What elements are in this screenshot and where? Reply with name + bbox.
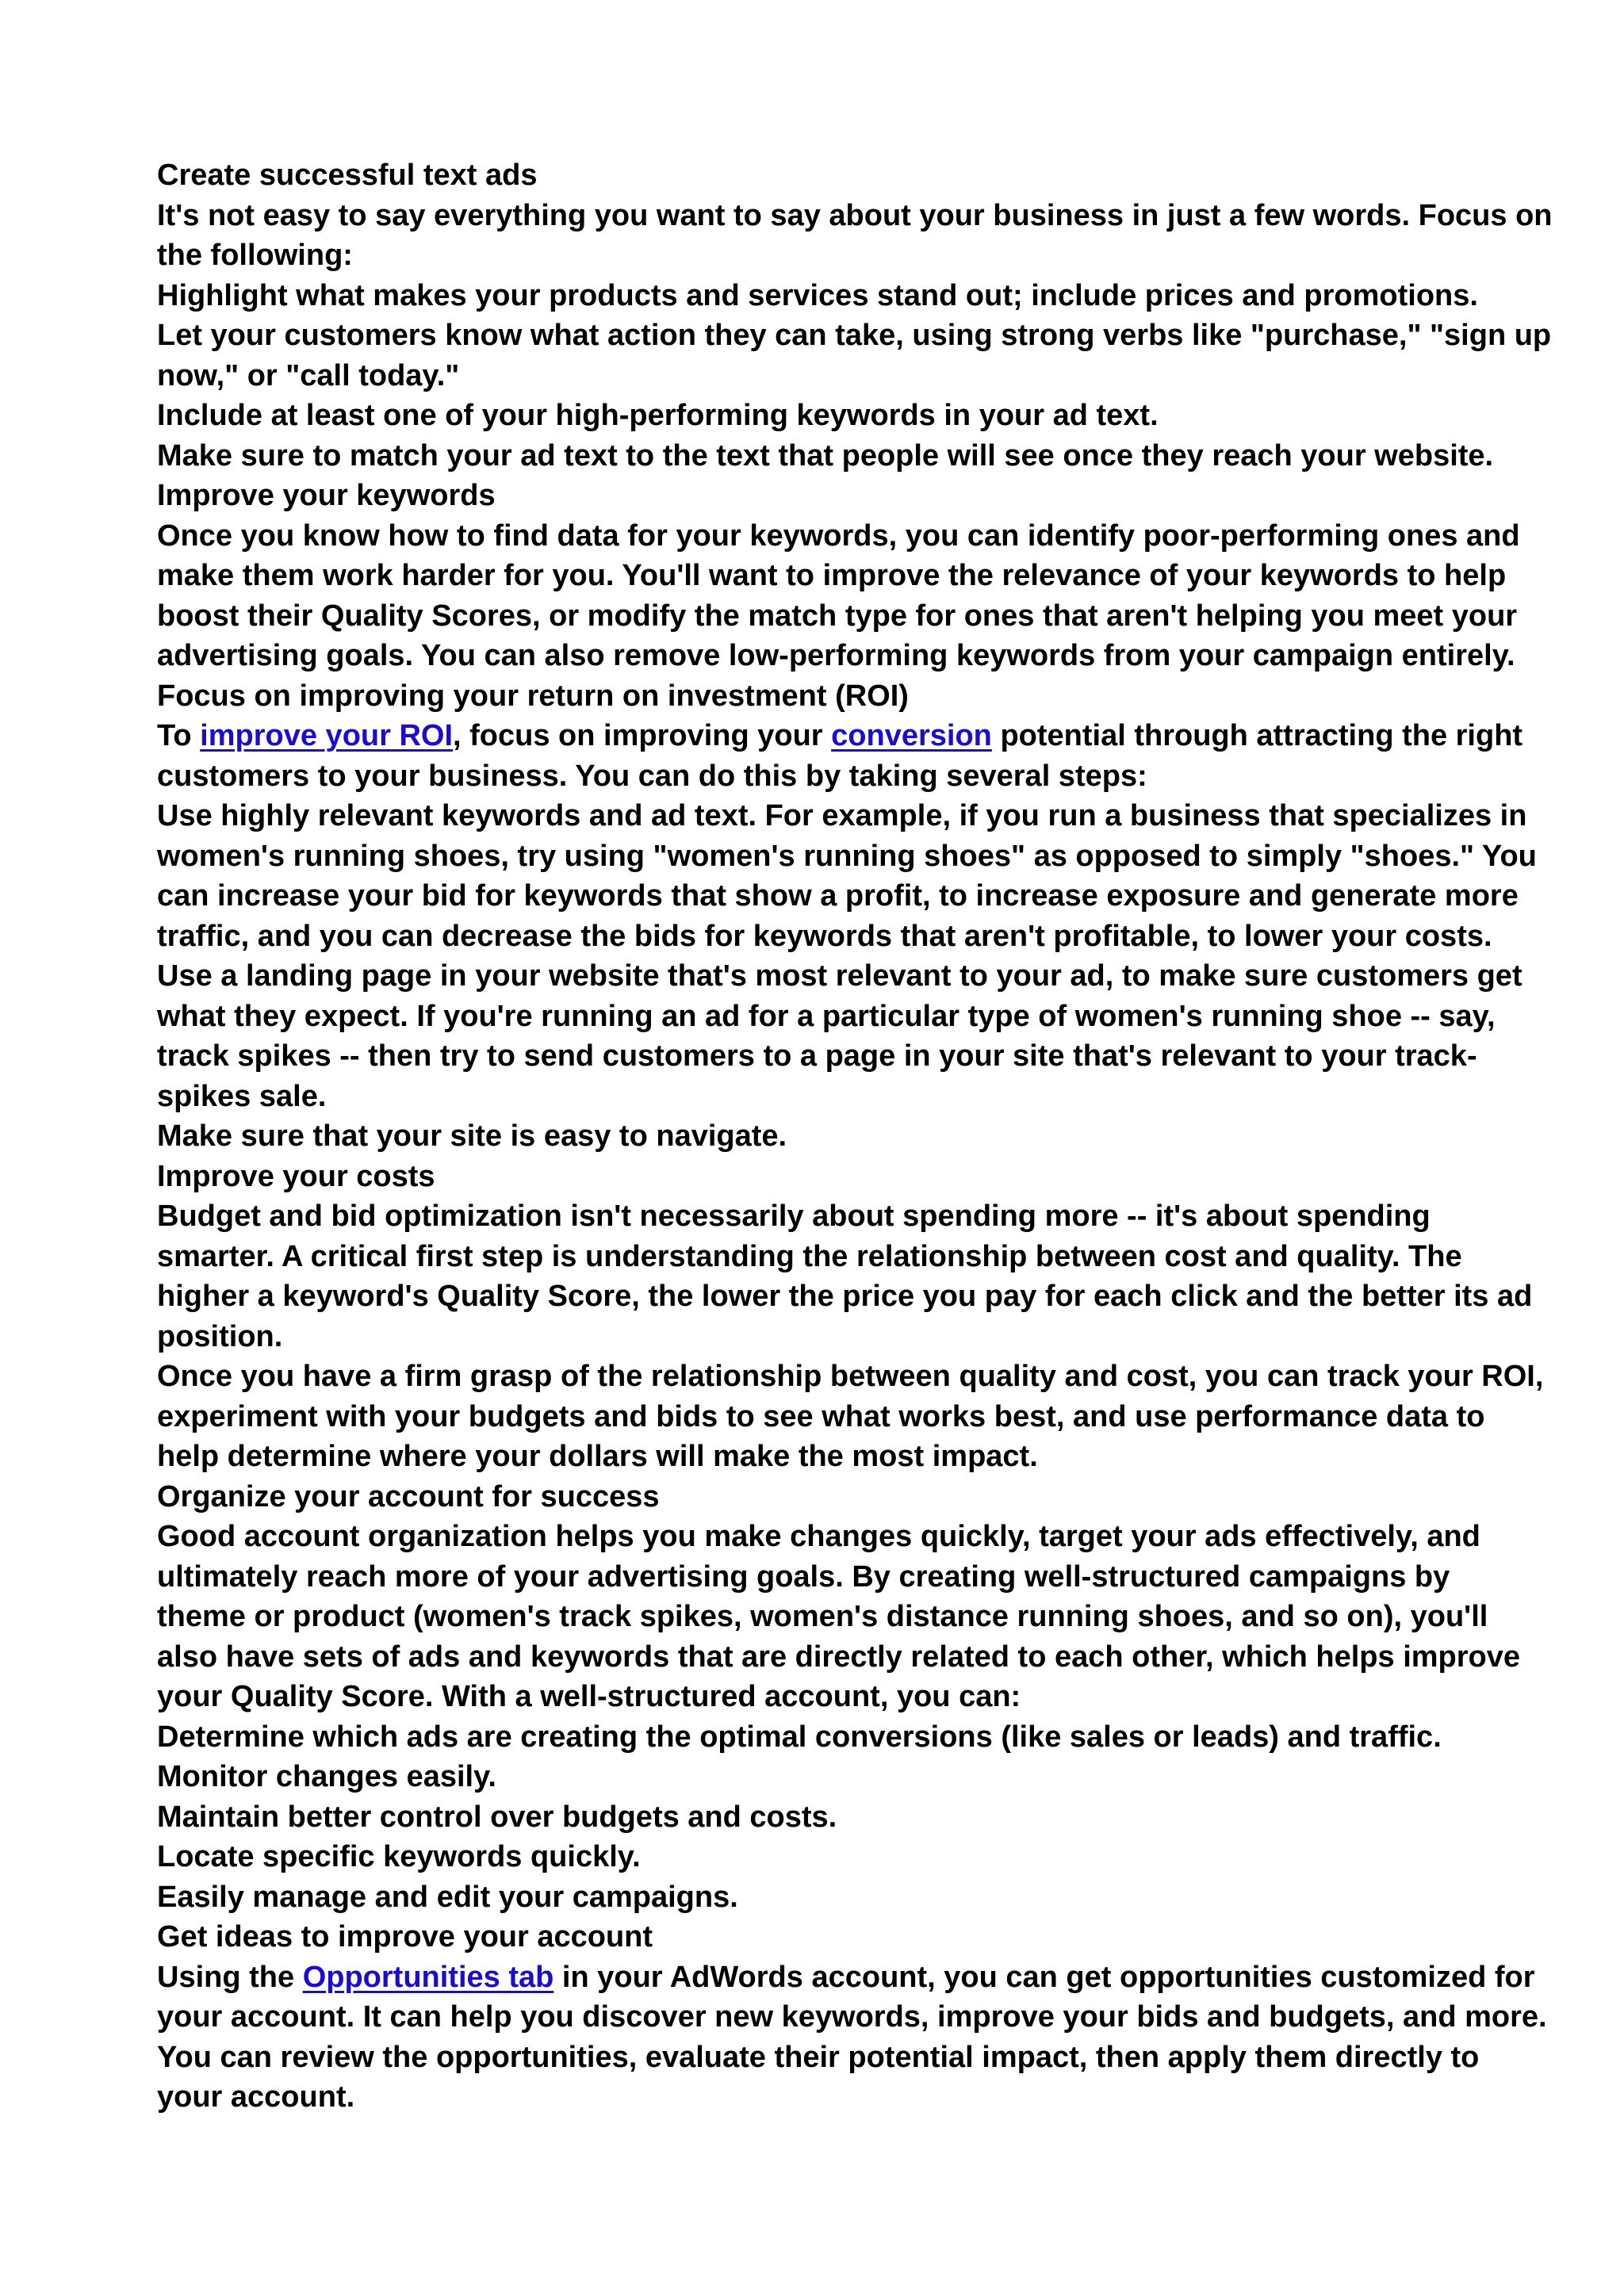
roi-line-text-pre: To: [157, 719, 201, 752]
paragraph-line: Budget and bid optimization isn't necessarily about spending more -- it's about spending: [157, 1200, 1431, 1233]
paragraph-line: help determine where your dollars will make the most impact.: [157, 1440, 1038, 1473]
paragraph-line: Use a landing page in your website that's most relevant to your ad, to make sure customers get: [157, 959, 1522, 993]
paragraph-line: higher a keyword's Quality Score, the lower the price you pay for each click and the better its ad: [157, 1280, 1533, 1313]
paragraph-line: Monitor changes easily.: [157, 1760, 496, 1793]
heading-organize-account: Organize your account for success: [157, 1479, 660, 1513]
paragraph-line: traffic, and you can decrease the bids for keywords that aren't profitable, to lower your costs.: [157, 919, 1492, 953]
conversion-link[interactable]: conversion: [831, 719, 992, 752]
paragraph-line: advertising goals. You can also remove low-performing keywords from your campaign entirely.: [157, 639, 1515, 672]
paragraph-line: ultimately reach more of your advertising goals. By creating well-structured campaigns by: [157, 1559, 1450, 1594]
paragraph-line: Once you know how to find data for your keywords, you can identify poor-performing ones and: [157, 519, 1520, 553]
paragraph-line: your Quality Score. With a well-structured account, you can:: [157, 1680, 1021, 1713]
document-body: [157, 155, 1553, 2118]
paragraph-line: Good account organization helps you make changes quickly, target your ads effectively, and: [157, 1520, 1480, 1553]
paragraph-line: Easily manage and edit your campaigns.: [157, 1880, 738, 1914]
roi-link-line: [157, 716, 1523, 756]
paragraph-line: smarter. A critical first step is understanding the relationship between cost and quality. The: [157, 1239, 1462, 1273]
roi-line-text-post: potential through attracting the right: [991, 719, 1523, 752]
heading-improve-roi: Focus on improving your return on investment (ROI): [157, 679, 909, 713]
paragraph-line: Use highly relevant keywords and ad text. For example, if you run a business that specializes in: [157, 799, 1527, 832]
paragraph-line: make them work harder for you. You'll want to improve the relevance of your keywords to help: [157, 559, 1507, 592]
paragraph-line: spikes sale.: [157, 1079, 327, 1113]
paragraph-line: You can review the opportunities, evaluate their potential impact, then apply them directly to: [157, 2040, 1480, 2074]
paragraph-line: customers to your business. You can do this by taking several steps:: [157, 759, 1147, 793]
paragraph-line: boost their Quality Scores, or modify the match type for ones that aren't helping you meet your: [157, 599, 1518, 633]
opportunities-link-line: [157, 1957, 1535, 1998]
paragraph-line: Once you have a firm grasp of the relationship between quality and cost, you can track your ROI,: [157, 1360, 1544, 1393]
paragraph-line: the following:: [157, 239, 353, 272]
roi-line-text-mid: , focus on improving your: [453, 719, 832, 752]
paragraph-line: track spikes -- then try to send customers to a page in your site that's relevant to your track-: [157, 1039, 1477, 1073]
paragraph-line: Determine which ads are creating the optimal conversions (like sales or leads) and traffic.: [157, 1720, 1442, 1754]
paragraph-line: experiment with your budgets and bids to see what works best, and use performance data to: [157, 1399, 1485, 1433]
paragraph-line: can increase your bid for keywords that show a profit, to increase exposure and generate more: [157, 879, 1519, 913]
improve-your-roi-link[interactable]: improve your ROI: [200, 719, 454, 752]
heading-improve-keywords: Improve your keywords: [157, 479, 496, 512]
paragraph-line: It's not easy to say everything you want to say about your business in just a few words. Focus on: [157, 198, 1553, 232]
opportunities-line-text-post: in your AdWords account, you can get opportunities customized for: [553, 1960, 1535, 1994]
paragraph-line: Include at least one of your high-performing keywords in your ad text.: [157, 399, 1159, 432]
paragraph-line: Make sure to match your ad text to the text that people will see once they reach your website.: [157, 438, 1494, 473]
heading-improve-costs: Improve your costs: [157, 1159, 435, 1193]
paragraph-line: what they expect. If you're running an ad for a particular type of women's running shoe -- say,: [157, 999, 1496, 1033]
paragraph-line: Locate specific keywords quickly.: [157, 1840, 641, 1873]
paragraph-line: Let your customers know what action they can take, using strong verbs like "purchase," "sign up: [157, 319, 1552, 352]
heading-create-text-ads: Create successful text ads: [157, 159, 538, 192]
paragraph-line: your account. It can help you discover new keywords, improve your bids and budgets, and more.: [157, 2000, 1547, 2034]
paragraph-line: theme or product (women's track spikes, women's distance running shoes, and so on), you'll: [157, 1600, 1488, 1633]
paragraph-line: Maintain better control over budgets and costs.: [157, 1800, 837, 1834]
heading-get-ideas: Get ideas to improve your account: [157, 1920, 653, 1954]
opportunities-tab-link[interactable]: Opportunities tab: [302, 1960, 554, 1994]
paragraph-line: Highlight what makes your products and services stand out; include prices and promotions.: [157, 278, 1478, 312]
paragraph-line: Make sure that your site is easy to navigate.: [157, 1119, 787, 1153]
paragraph-line: women's running shoes, try using "women's running shoes" as opposed to simply "shoes." You: [157, 839, 1537, 873]
paragraph-line: also have sets of ads and keywords that are directly related to each other, which helps improve: [157, 1640, 1521, 1674]
opportunities-line-text-pre: Using the: [157, 1960, 303, 1994]
paragraph-line: your account.: [157, 2080, 355, 2114]
paragraph-line: position.: [157, 1319, 283, 1353]
paragraph-line: now," or "call today.": [157, 358, 460, 392]
